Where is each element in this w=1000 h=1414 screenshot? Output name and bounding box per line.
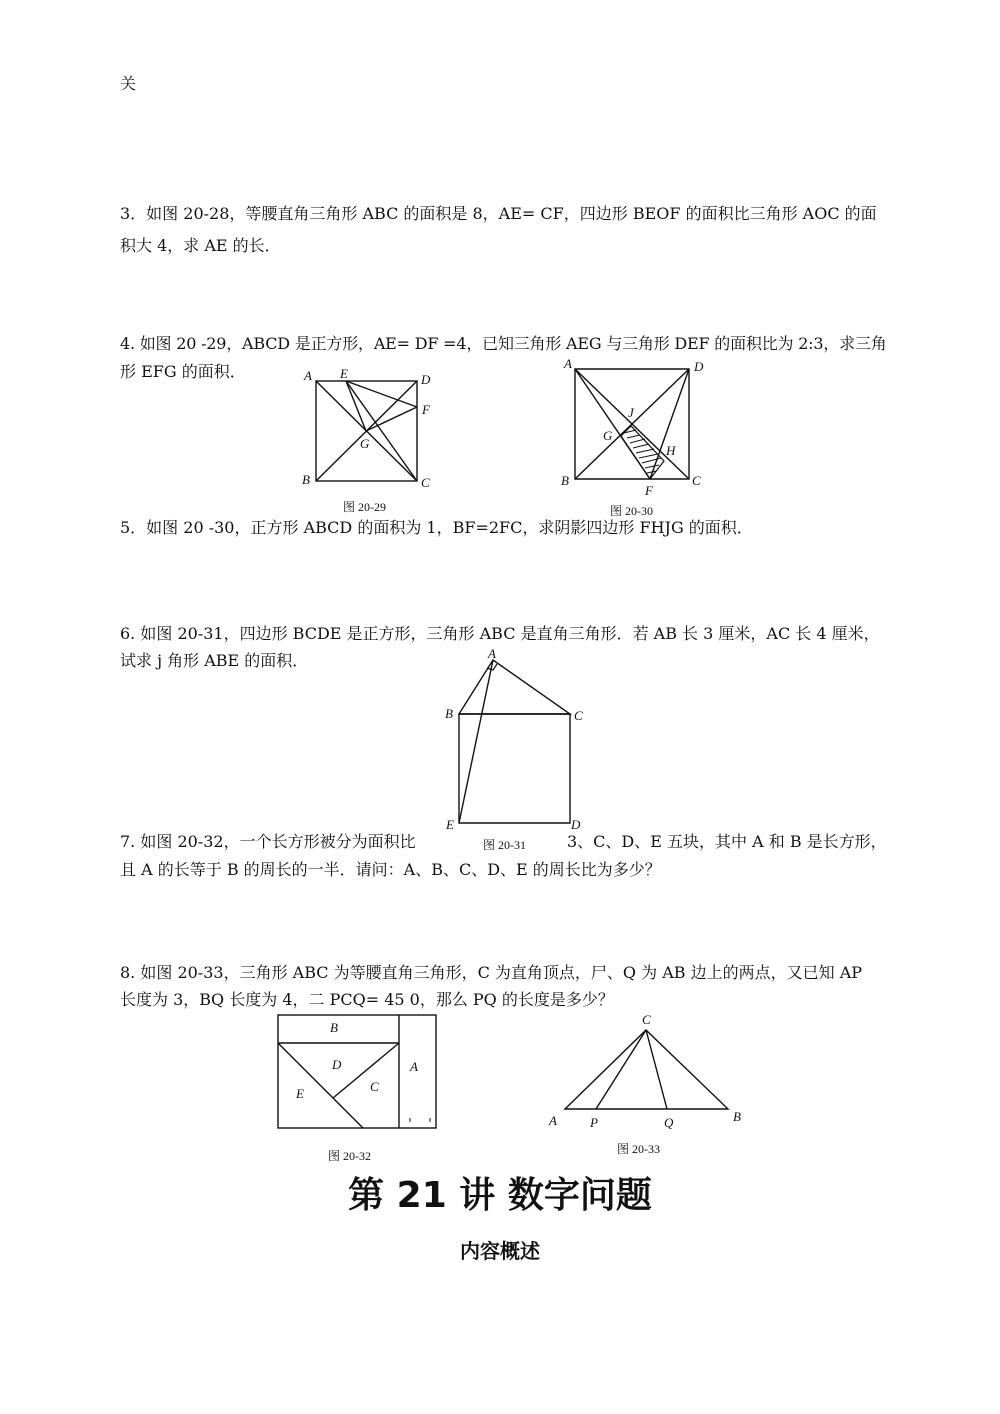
fig32-label-d: D (332, 1057, 342, 1072)
fig32-label-b: B (330, 1020, 338, 1035)
fig30-label-f: F (645, 483, 653, 498)
problem-6-line-1: 6. 如图 20-31，四边形 BCDE 是正方形，三角形 ABC 是直角三角形．若 AB 长 3 厘米，AC 长 4 厘米， (120, 624, 880, 643)
fig30-label-c: C (692, 473, 701, 488)
fig32-label-c: C (370, 1079, 379, 1094)
fig31-triangle-abc (459, 660, 570, 714)
fig31-label-b: B (445, 706, 453, 721)
problem-6-line-2: 试求 j 角形 ABE 的面积． (120, 651, 309, 670)
problem-5-line-1: 5．如图 20 -30，正方形 ABCD 的面积为 1，BF=2FC，求阴影四边形 FHJG 的面积． (120, 518, 753, 537)
figure-20-30-caption: 图 20-30 (610, 504, 653, 518)
fig30-label-b: B (561, 473, 569, 488)
fig29-label-e: E (340, 366, 348, 381)
fig32-label-a: A (410, 1059, 418, 1074)
problem-3-line-2: 积大 4，求 AE 的长． (120, 236, 281, 255)
section-title: 内容概述 (460, 1239, 540, 1263)
fig33-label-q: Q (664, 1115, 674, 1130)
figure-20-30 (558, 354, 708, 504)
fig33-label-p: P (590, 1115, 598, 1130)
figure-20-32-caption: 图 20-32 (328, 1149, 371, 1163)
figure-20-32 (270, 1010, 445, 1135)
fig33-segment-cp (596, 1030, 646, 1109)
problem-4-line-1: 4. 如图 20 -29，ABCD 是正方形，AE= DF =4，已知三角形 AEG 与三角形 DEF 的面积比为 2:3，求三角 (120, 334, 887, 353)
fig29-label-c: C (421, 475, 430, 490)
figure-20-33-caption: 图 20-33 (617, 1142, 660, 1156)
fig33-segment-cq (646, 1030, 667, 1109)
lecture-title: 第 21 讲 数字问题 (348, 1175, 652, 1216)
figure-20-31-caption: 图 20-31 (483, 838, 526, 852)
problem-7-line-1b: 3、C、D、E 五块，其中 A 和 B 是长方形， (567, 832, 887, 851)
problem-8-line-2: 长度为 3，BQ 长度为 4，二 PCQ= 45 0，那么 PQ 的长度是多少？ (120, 990, 614, 1009)
fig30-label-d: D (694, 359, 704, 374)
fig30-segment-df (650, 369, 689, 479)
fig31-label-a: A (488, 646, 496, 661)
problem-7-line-1a: 7. 如图 20-32，一个长方形被分为面积比 (120, 832, 416, 851)
fig31-label-c: C (574, 708, 583, 723)
fig32-label-e: E (296, 1086, 304, 1101)
fig31-label-d: D (571, 817, 581, 832)
figure-20-29 (300, 368, 440, 503)
fig31-label-e: E (446, 817, 454, 832)
figure-20-31 (440, 646, 600, 836)
fig29-segment-ec (346, 381, 417, 481)
fig29-label-b: B (302, 472, 310, 487)
fig32-diagonal (278, 1043, 363, 1128)
fig29-label-d: D (421, 372, 431, 387)
fig33-triangle-abc (565, 1030, 728, 1109)
figure-20-29-caption: 图 20-29 (343, 500, 386, 514)
fig29-label-g: G (360, 436, 370, 451)
top-fragment: 关 (120, 74, 137, 93)
fig30-label-h: H (666, 443, 676, 458)
problem-7-line-2: 且 A 的长等于 B 的周长的一半．请问：A、B、C、D、E 的周长比为多少？ (120, 860, 661, 879)
fig29-label-a: A (304, 368, 312, 383)
fig29-label-f: F (422, 402, 430, 417)
fig30-label-g: G (603, 428, 613, 443)
fig30-label-j: J (628, 405, 634, 420)
fig33-label-b: B (733, 1109, 741, 1124)
problem-8-line-1: 8. 如图 20-33，三角形 ABC 为等腰直角三角形，C 为直角顶点，尸、Q 为 AB 边上的两点，又已知 AP (120, 963, 863, 982)
fig29-segment-ef (346, 381, 417, 407)
fig31-square-bcde (459, 714, 570, 823)
problem-3-line-1: 3．如图 20-28，等腰直角三角形 ABC 的面积是 8，AE= CF，四边形 BEOF 的面积比三角形 AOC 的面 (120, 204, 877, 223)
fig33-label-a: A (549, 1113, 557, 1128)
fig31-segment-ae (459, 660, 493, 823)
problem-4-line-2: 形 EFG 的面积． (120, 362, 246, 381)
fig33-label-c: C (642, 1012, 651, 1027)
fig32-segment-c (333, 1043, 399, 1098)
fig30-label-a: A (564, 356, 572, 371)
figure-20-33 (540, 1008, 750, 1133)
